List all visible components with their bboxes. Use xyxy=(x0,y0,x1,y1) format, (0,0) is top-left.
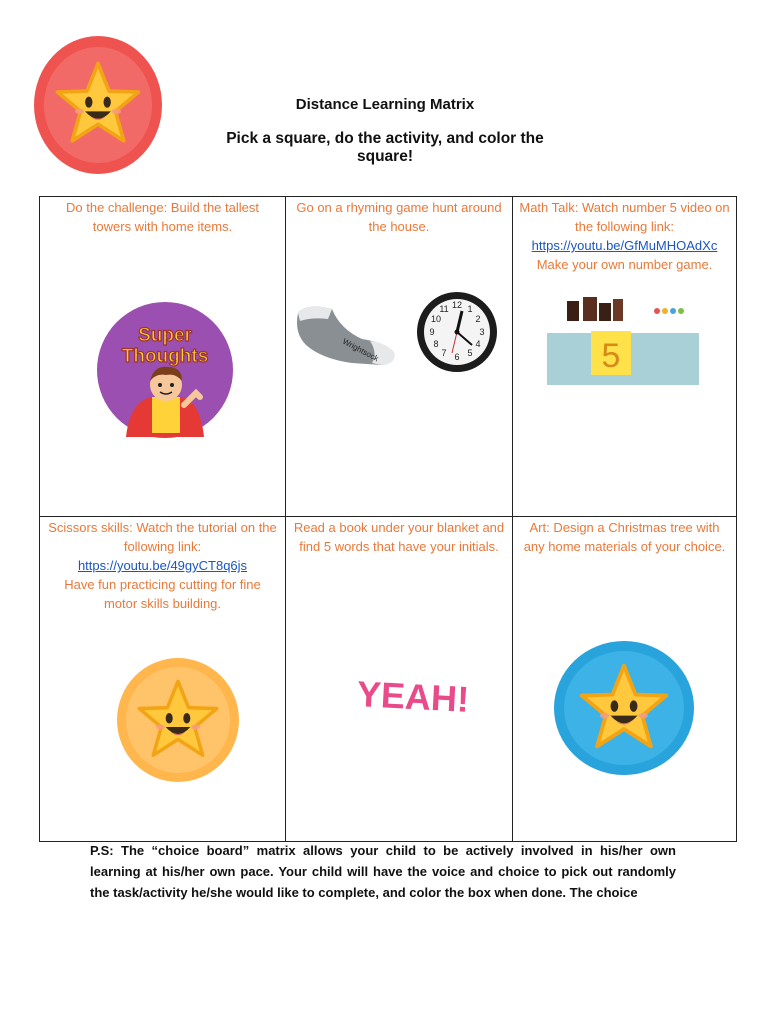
cell-scissors-skills[interactable] xyxy=(40,517,286,842)
task-text: Do the challenge: Build the tallest towers with home items. xyxy=(66,200,259,234)
task-text: Read a book under your blanket and find 5 words that have your initials. xyxy=(293,520,505,554)
cell-read-book[interactable] xyxy=(286,517,513,842)
wall-clock-icon xyxy=(416,291,498,378)
svg-text:9: 9 xyxy=(429,327,435,337)
cell-math-talk[interactable] xyxy=(513,197,737,517)
star-logo-icon xyxy=(32,34,164,176)
badge-text-super: Super xyxy=(138,325,192,346)
task-text-intro: Math Talk: Watch number 5 video on the following link: xyxy=(519,200,730,234)
choice-board xyxy=(39,196,737,842)
card-number: 5 xyxy=(601,337,621,375)
task-text-followup: Have fun practicing cutting for fine motor skills building. xyxy=(64,577,261,611)
svg-text:12: 12 xyxy=(451,300,463,310)
svg-text:1: 1 xyxy=(467,304,473,314)
number-five-photo xyxy=(547,291,699,390)
blue-star-badge-icon xyxy=(553,640,695,781)
svg-text:2: 2 xyxy=(475,314,481,324)
super-thoughts-badge-icon xyxy=(96,301,234,444)
math-video-link[interactable]: https://youtu.be/GfMuMHOAdXc xyxy=(531,238,718,253)
task-text xyxy=(513,197,736,274)
orange-star-badge-icon xyxy=(116,657,240,788)
svg-text:6: 6 xyxy=(454,352,460,362)
task-text: Go on a rhyming game hunt around the house. xyxy=(296,200,502,234)
cell-rhyming-hunt[interactable] xyxy=(286,197,513,517)
task-text-intro: Scissors skills: Watch the tutorial on the following link: xyxy=(48,520,277,554)
sticker-text: YEAH! xyxy=(356,673,471,720)
cell-tallest-towers[interactable] xyxy=(40,197,286,517)
svg-text:7: 7 xyxy=(441,348,447,358)
svg-text:11: 11 xyxy=(439,304,449,314)
svg-text:3: 3 xyxy=(479,327,485,337)
yeah-sticker-icon xyxy=(338,669,488,730)
badge-text-thoughts: Thoughts xyxy=(121,346,209,367)
task-text xyxy=(40,517,285,613)
page-subtitle: Pick a square, do the activity, and color the square! xyxy=(226,130,544,165)
task-text: Art: Design a Christmas tree with any home materials of your choice. xyxy=(523,520,726,554)
svg-text:5: 5 xyxy=(467,348,473,358)
page-title: Distance Learning Matrix xyxy=(295,96,475,113)
scissors-tutorial-link[interactable]: https://youtu.be/49gyCT8q6js xyxy=(77,558,248,573)
task-text-followup: Make your own number game. xyxy=(536,257,713,272)
svg-text:4: 4 xyxy=(475,339,481,349)
sock-brand-label: Wrightsock xyxy=(341,336,381,364)
ps-note: P.S: The “choice board” matrix allows your child to be actively involved in his/her own learning at his/her own pace. Your child will have the voice and choice to pick out randomly the task/activity he/she would like to complete, and color the box when done. The choice xyxy=(90,843,676,900)
svg-text:8: 8 xyxy=(433,339,439,349)
cell-christmas-tree[interactable] xyxy=(513,517,737,842)
sock-icon xyxy=(292,299,400,374)
svg-text:10: 10 xyxy=(430,314,442,324)
